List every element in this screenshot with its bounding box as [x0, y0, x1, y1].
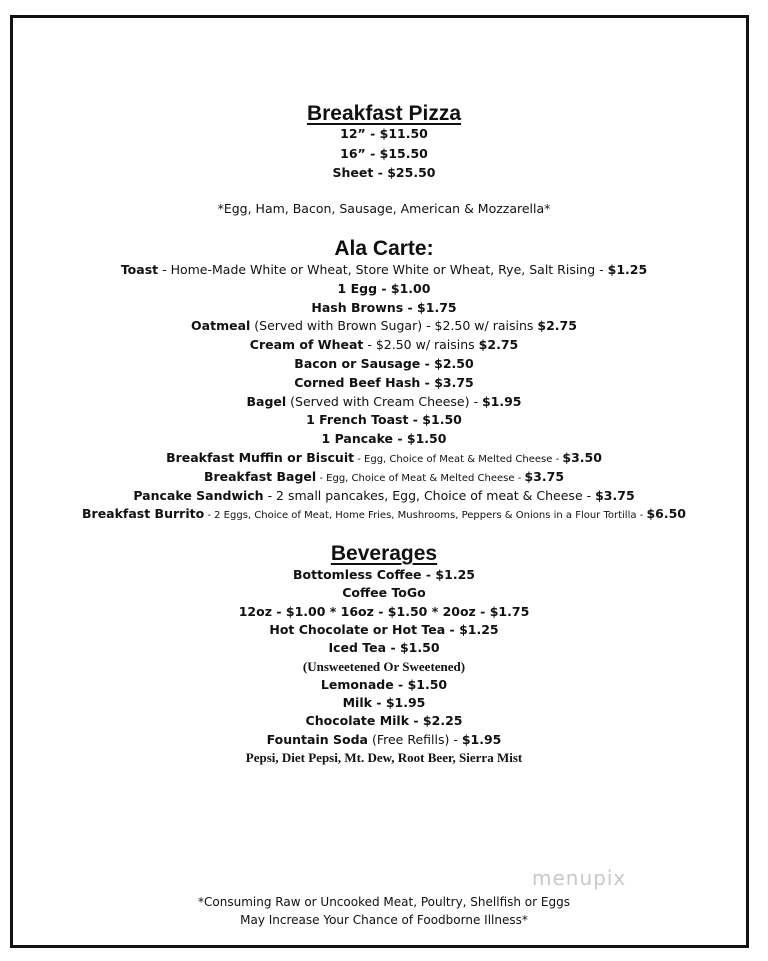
alacarte-item [0, 261, 768, 279]
item-name: 1 Egg - $1.00 [337, 280, 431, 296]
item-description: - Egg, Choice of Meat & Melted Cheese - [354, 454, 563, 465]
pizza-size-12: 12” - $11.50 [340, 126, 428, 141]
alacarte-item [0, 505, 768, 525]
item-name: Corned Beef Hash - $3.75 [294, 374, 474, 390]
item-price: $3.75 [524, 468, 565, 484]
item-name: Fountain Soda [266, 731, 368, 747]
item-description: - Egg, Choice of Meat & Melted Cheese - [316, 472, 525, 484]
ala-carte-heading: Ala Carte: [334, 237, 434, 260]
item-description: - Home-Made White or Wheat, Store White or Wheat, Rye, Salt Rising - [158, 262, 608, 277]
alacarte-item [0, 393, 768, 411]
item-name: Pepsi, Diet Pepsi, Mt. Dew, Root Beer, Sierra Mist [245, 750, 523, 765]
beverages-item [0, 658, 768, 676]
item-name: Hot Chocolate or Hot Tea - $1.25 [269, 621, 499, 637]
item-name: Iced Tea - $1.50 [328, 640, 440, 656]
item-name: 1 French Toast - $1.50 [306, 412, 462, 428]
item-name: Lemonade - $1.50 [320, 676, 448, 692]
alacarte-item [0, 355, 768, 373]
pizza-size-16: 16” - $15.50 [340, 146, 428, 161]
alacarte-item [0, 487, 768, 505]
disclaimer-line-2: May Increase Your Chance of Foodborne Illness* [240, 913, 528, 927]
alacarte-item [0, 430, 768, 448]
item-price: $1.95 [461, 731, 502, 747]
item-description: (Served with Brown Sugar) - $2.50 w/ raisins [250, 318, 538, 334]
pizza-toppings: *Egg, Ham, Bacon, Sausage, American & Mozzarella* [217, 201, 551, 216]
item-description: - $2.50 w/ raisins [363, 337, 479, 353]
item-name: Breakfast Muffin or Biscuit [166, 450, 355, 465]
item-price: $2.75 [537, 318, 577, 334]
item-description: (Served with Cream Cheese) - [286, 393, 482, 409]
alacarte-item [0, 449, 768, 469]
item-name: Bacon or Sausage - $2.50 [294, 356, 474, 371]
beverages-item [0, 676, 768, 694]
item-price: $2.75 [478, 337, 519, 353]
alacarte-item [0, 280, 768, 298]
beverages-item [0, 621, 768, 639]
item-name: 12oz - $1.00 * 16oz - $1.50 * 20oz - $1.75 [238, 603, 530, 619]
item-price: $1.25 [607, 262, 648, 277]
beverages-item [0, 566, 768, 584]
item-name: Bottomless Coffee - $1.25 [293, 567, 475, 582]
item-price: $3.75 [595, 487, 635, 503]
beverages-heading: Beverages [330, 542, 438, 565]
alacarte-item [0, 374, 768, 392]
item-price: $6.50 [646, 506, 686, 522]
item-price: $3.50 [562, 450, 602, 465]
item-description: - 2 Eggs, Choice of Meat, Home Fries, Mushrooms, Peppers & Onions in a Flour Tortilla - [204, 510, 647, 522]
item-name: Chocolate Milk - $2.25 [305, 713, 463, 729]
item-name: Bagel [246, 393, 287, 409]
item-name: Oatmeal [191, 318, 251, 334]
item-description: - 2 small pancakes, Egg, Choice of meat & Cheese - [263, 487, 596, 503]
alacarte-item [0, 411, 768, 429]
item-name: 1 Pancake - $1.50 [321, 431, 447, 447]
beverages-item [0, 603, 768, 621]
beverages-item [0, 712, 768, 730]
item-description: (Free Refills) - [367, 731, 462, 747]
alacarte-item [0, 468, 768, 488]
beverages-item [0, 731, 768, 749]
item-name: Hash Browns - $1.75 [311, 299, 457, 315]
item-name: (Unsweetened Or Sweetened) [302, 658, 466, 674]
beverages-item [0, 584, 768, 602]
item-name: Milk - $1.95 [342, 695, 426, 711]
item-name: Breakfast Bagel [203, 468, 317, 484]
menupix-watermark: menupix [532, 866, 627, 890]
beverages-item [0, 694, 768, 712]
pizza-size-sheet: Sheet - $25.50 [332, 165, 436, 180]
item-name: Coffee ToGo [342, 585, 426, 601]
item-name: Cream of Wheat [249, 337, 364, 353]
beverages-item [0, 749, 768, 767]
item-name: Pancake Sandwich [133, 487, 264, 503]
item-price: $1.95 [481, 393, 522, 409]
alacarte-item [0, 336, 768, 354]
item-name: Breakfast Burrito [82, 506, 205, 522]
alacarte-item [0, 299, 768, 317]
breakfast-pizza-heading: Breakfast Pizza [306, 102, 462, 125]
disclaimer-line-1: *Consuming Raw or Uncooked Meat, Poultry, Shellfish or Eggs [198, 895, 570, 909]
beverages-item [0, 639, 768, 657]
item-name: Toast [120, 262, 159, 277]
alacarte-item [0, 317, 768, 335]
